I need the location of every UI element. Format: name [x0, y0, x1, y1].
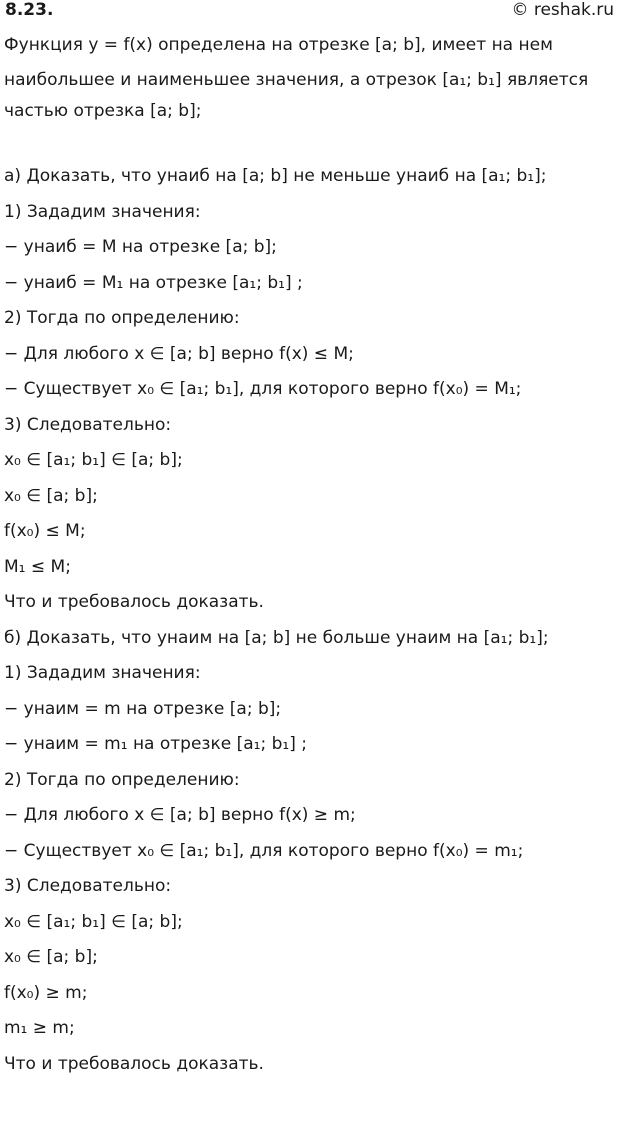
part-b-line: − yнаим = m₁ на отрезке [a₁; b₁] ; [4, 734, 307, 754]
problem-number: 8.23. [5, 0, 54, 20]
part-a-line: − Для любого x ∈ [a; b] верно f(x) ≤ M; [4, 343, 354, 364]
part-a-line: x₀ ∈ [a₁; b₁] ∈ [a; b]; [4, 450, 183, 470]
header [0, 0, 620, 26]
part-b-line: 3) Следовательно: [4, 876, 172, 896]
intro-line: Функция y = f(x) определена на отрезке [a; b], имеет на нем [4, 35, 553, 55]
part-b-line: m₁ ≥ m; [4, 1018, 75, 1038]
part-b-line: f(x₀) ≥ m; [4, 982, 88, 1003]
part-a-conclusion: Что и требовалось доказать. [4, 592, 264, 612]
intro-line: частью отрезка [a; b]; [4, 101, 202, 121]
solution-text [4, 28, 616, 1082]
part-b-conclusion: Что и требовалось доказать. [4, 1053, 264, 1074]
part-a-line: x₀ ∈ [a; b]; [4, 485, 98, 506]
intro-line: наибольшее и наименьшее значения, а отрезок [a₁; b₁] является [4, 70, 589, 90]
part-b-line: x₀ ∈ [a; b]; [4, 947, 98, 967]
part-b-heading: б) Доказать, что yнаим на [a; b] не больше yнаим на [a₁; b₁]; [4, 627, 549, 648]
part-b-line: 2) Тогда по определению: [4, 769, 240, 790]
part-b-line: 1) Зададим значения: [4, 663, 201, 683]
part-b-line: x₀ ∈ [a₁; b₁] ∈ [a; b]; [4, 911, 183, 932]
part-a-line: 1) Зададим значения: [4, 201, 201, 222]
part-a-line: f(x₀) ≤ M; [4, 521, 86, 541]
part-b-line: − yнаим = m на отрезке [a; b]; [4, 698, 282, 719]
part-b-line: − Для любого x ∈ [a; b] верно f(x) ≥ m; [4, 805, 356, 825]
part-a-line: − yнаиб = M₁ на отрезке [a₁; b₁] ; [4, 272, 303, 293]
part-a-line: 2) Тогда по определению: [4, 308, 240, 328]
part-a-line: M₁ ≤ M; [4, 556, 71, 577]
part-a-line: − Существует x₀ ∈ [a₁; b₁], для которого верно f(x₀) = M₁; [4, 379, 522, 399]
part-b-line: − Существует x₀ ∈ [a₁; b₁], для которого верно f(x₀) = m₁; [4, 840, 524, 861]
part-a-line: 3) Следовательно: [4, 414, 172, 435]
part-a-line: − yнаиб = M на отрезке [a; b]; [4, 237, 277, 257]
part-a-heading: а) Доказать, что yнаиб на [a; b] не меньше yнаиб на [a₁; b₁]; [4, 166, 547, 186]
site-watermark-text: © reshak.ru [511, 0, 614, 20]
